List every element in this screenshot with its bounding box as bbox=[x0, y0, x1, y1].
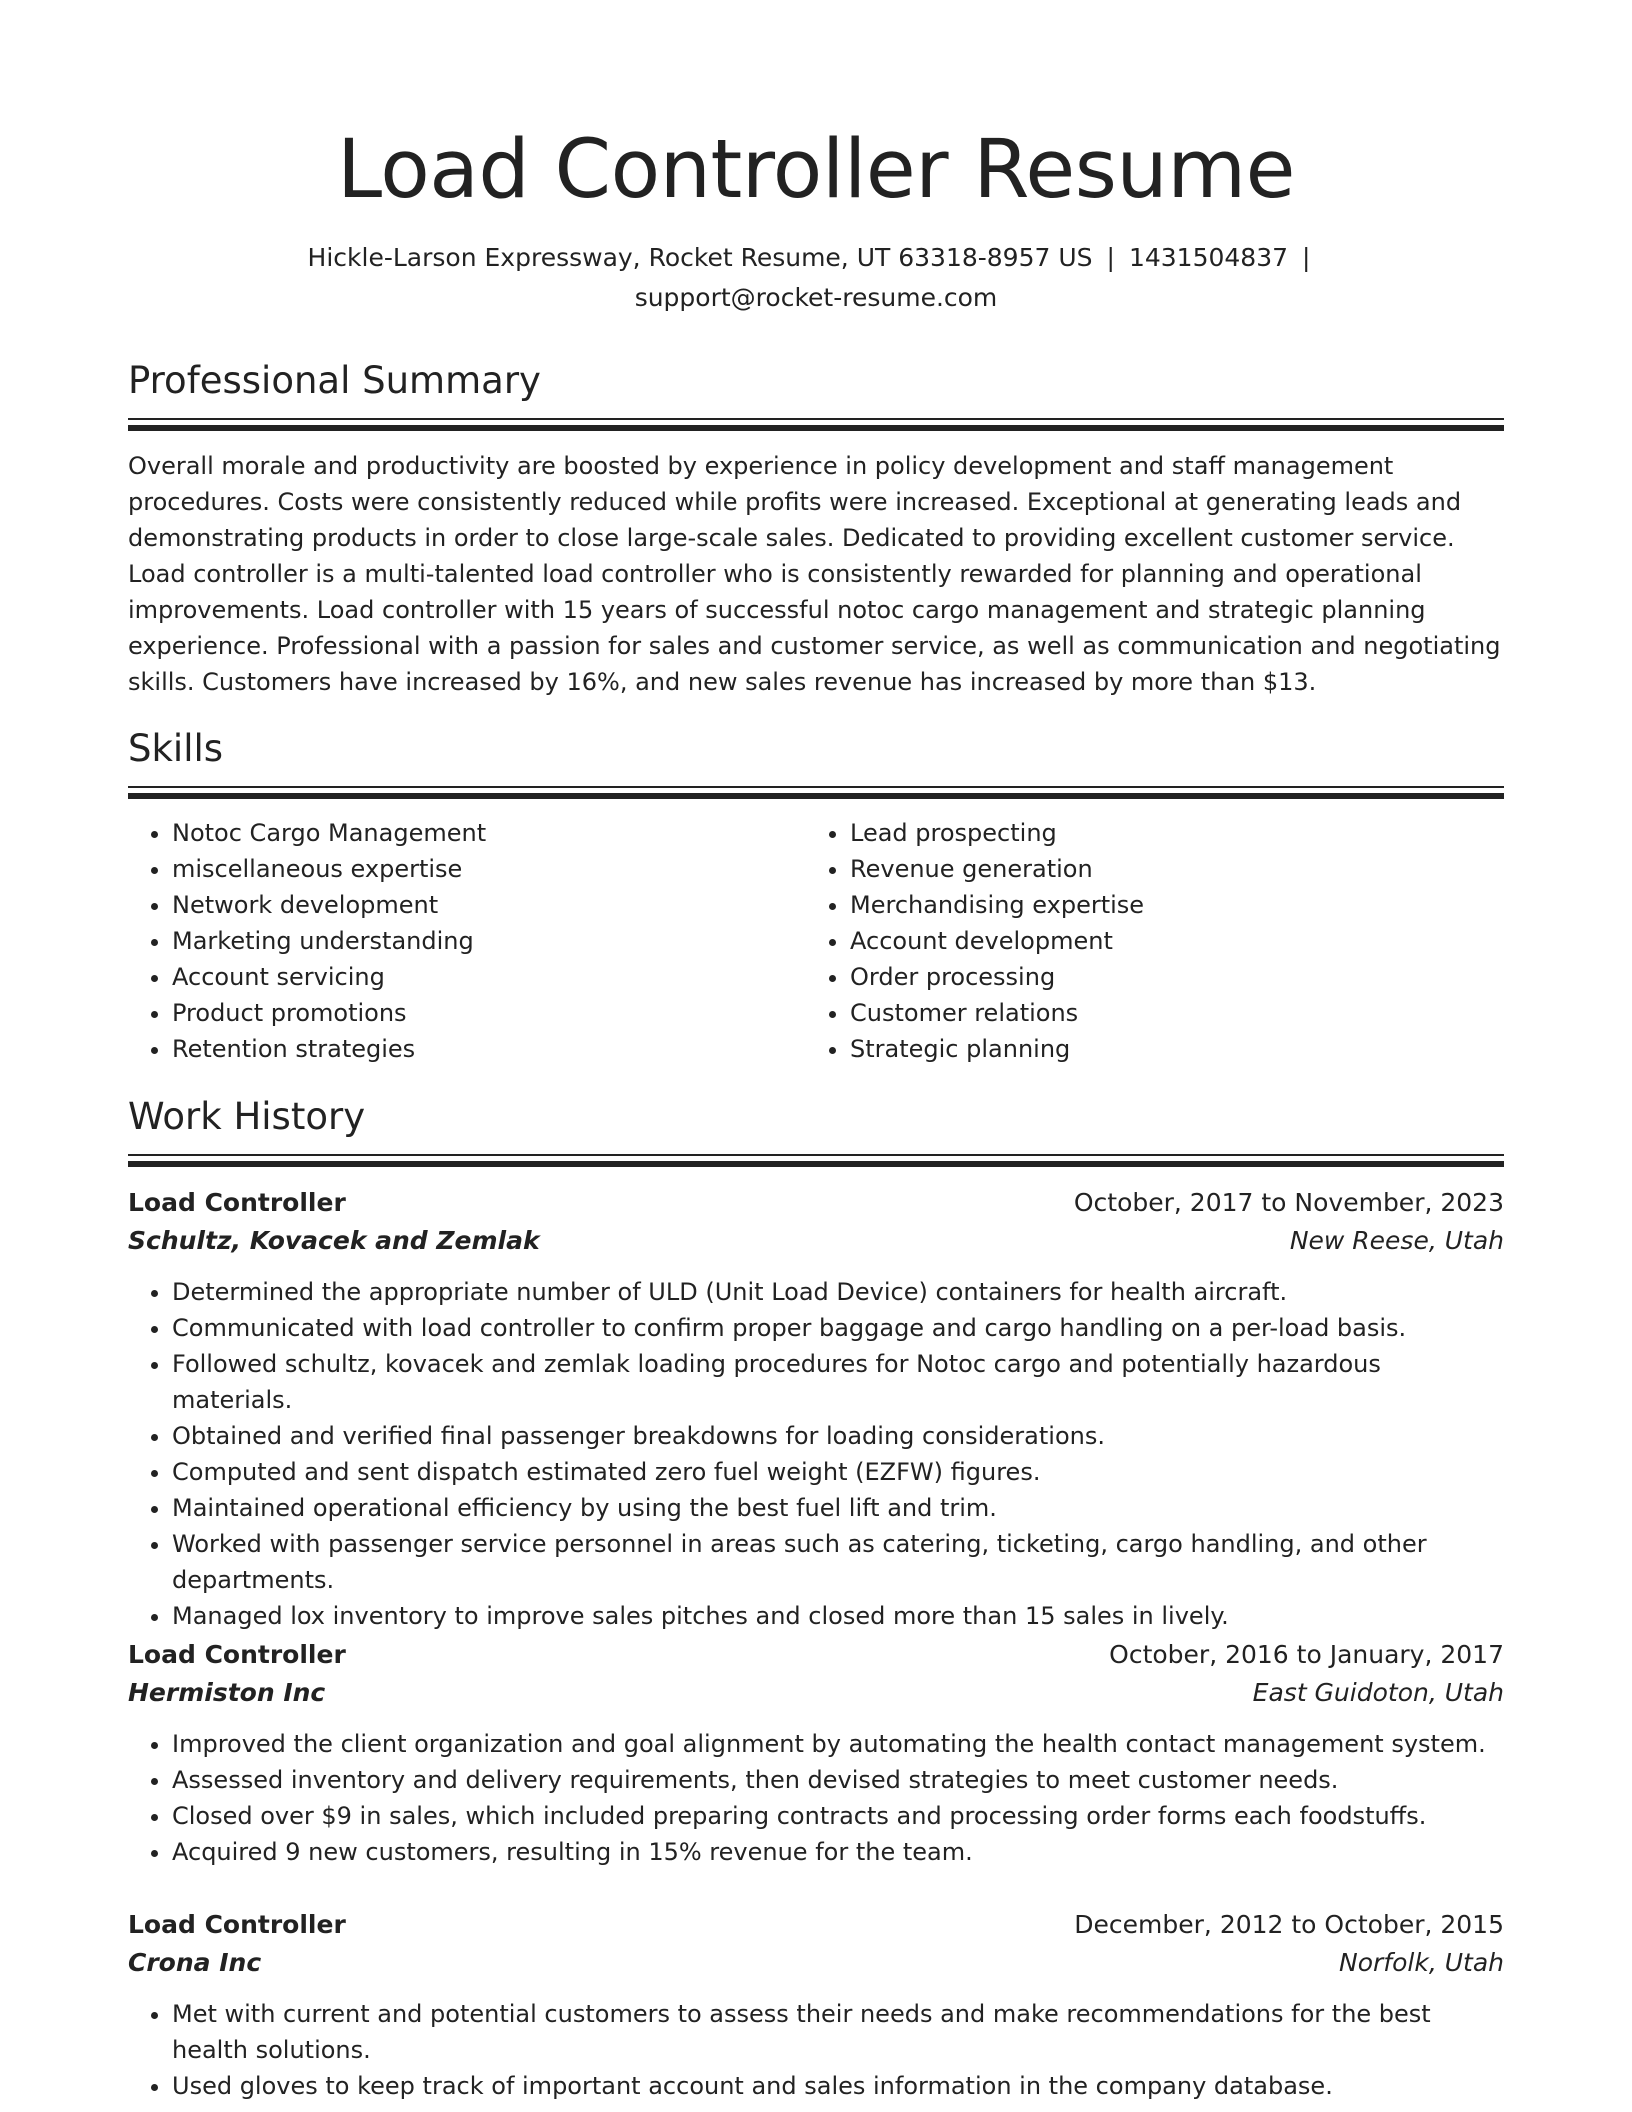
skills-list bbox=[128, 815, 1504, 1067]
job-subheader-row bbox=[128, 1674, 1504, 1712]
skills-column-right bbox=[806, 815, 1484, 1067]
job-bullets bbox=[128, 1996, 1504, 2104]
job-bullets bbox=[128, 1726, 1504, 1870]
summary-section-header bbox=[128, 356, 1504, 431]
contact-info bbox=[128, 238, 1504, 318]
job-bullet: • Assessed inventory and delivery requirements, then devised strategies to meet customer needs. bbox=[172, 1762, 1504, 1798]
skill-item: • Product promotions bbox=[172, 995, 806, 1031]
contact-separator: | bbox=[1302, 243, 1311, 272]
job-bullet: • Managed lox inventory to improve sales pitches and closed more than 15 sales in lively. bbox=[172, 1598, 1504, 1634]
job-location: Norfolk, Utah bbox=[1339, 1948, 1504, 1977]
job-dates: December, 2012 to October, 2015 bbox=[1074, 1910, 1504, 1939]
job-company: Hermiston Inc bbox=[128, 1678, 326, 1707]
job-entry bbox=[128, 1906, 1504, 2104]
skill-item: • Account servicing bbox=[172, 959, 806, 995]
job-title: Load Controller bbox=[128, 1910, 346, 1939]
skill-item: • Merchandising expertise bbox=[850, 887, 1484, 923]
skill-item: • Lead prospecting bbox=[850, 815, 1484, 851]
job-bullets bbox=[128, 1274, 1504, 1634]
job-dates: October, 2016 to January, 2017 bbox=[1109, 1640, 1504, 1669]
skills-heading: Skills bbox=[128, 727, 224, 770]
contact-email: support@rocket-resume.com bbox=[634, 283, 998, 312]
job-bullet: • Maintained operational efficiency by using the best fuel lift and trim. bbox=[172, 1490, 1504, 1526]
work-heading: Work History bbox=[128, 1095, 366, 1138]
contact-address: Hickle-Larson Expressway, Rocket Resume, UT 63318-8957 US bbox=[307, 243, 1093, 272]
section-divider bbox=[128, 418, 1504, 431]
contact-phone: 1431504837 bbox=[1128, 243, 1289, 272]
job-bullet: • Met with current and potential customers to assess their needs and make recommendations for the best health solutions. bbox=[172, 1996, 1504, 2068]
skill-item: • Retention strategies bbox=[172, 1031, 806, 1067]
skill-item: • Order processing bbox=[850, 959, 1484, 995]
job-bullet: • Used gloves to keep track of important account and sales information in the company database. bbox=[172, 2068, 1504, 2104]
job-bullet: • Followed schultz, kovacek and zemlak loading procedures for Notoc cargo and potentially hazardous materials. bbox=[172, 1346, 1504, 1418]
job-bullet: • Computed and sent dispatch estimated zero fuel weight (EZFW) figures. bbox=[172, 1454, 1504, 1490]
job-bullet: • Acquired 9 new customers, resulting in 15% revenue for the team. bbox=[172, 1834, 1504, 1870]
job-bullet: • Obtained and verified final passenger breakdowns for loading considerations. bbox=[172, 1418, 1504, 1454]
skill-item: • Revenue generation bbox=[850, 851, 1484, 887]
section-divider bbox=[128, 1154, 1504, 1167]
job-bullet: • Communicated with load controller to confirm proper baggage and cargo handling on a per-load basis. bbox=[172, 1310, 1504, 1346]
job-bullet: • Determined the appropriate number of ULD (Unit Load Device) containers for health aircraft. bbox=[172, 1274, 1504, 1310]
job-title: Load Controller bbox=[128, 1640, 346, 1669]
job-header-row bbox=[128, 1906, 1504, 1944]
page-title: Load Controller Resume bbox=[337, 123, 1295, 217]
skill-item: • Network development bbox=[172, 887, 806, 923]
job-dates: October, 2017 to November, 2023 bbox=[1073, 1188, 1504, 1217]
skill-item: • Marketing understanding bbox=[172, 923, 806, 959]
job-location: New Reese, Utah bbox=[1289, 1226, 1504, 1255]
job-subheader-row bbox=[128, 1222, 1504, 1260]
job-subheader-row bbox=[128, 1944, 1504, 1982]
job-location: East Guidoton, Utah bbox=[1252, 1678, 1504, 1707]
job-company: Crona Inc bbox=[128, 1948, 262, 1977]
contact-separator: | bbox=[1106, 243, 1115, 272]
section-divider bbox=[128, 786, 1504, 799]
job-bullet: • Worked with passenger service personnel in areas such as catering, ticketing, cargo handling, and other departments. bbox=[172, 1526, 1504, 1598]
summary-heading: Professional Summary bbox=[128, 359, 541, 402]
skill-item: • Notoc Cargo Management bbox=[172, 815, 806, 851]
job-header-row bbox=[128, 1184, 1504, 1222]
job-bullet: • Improved the client organization and goal alignment by automating the health contact management system. bbox=[172, 1726, 1504, 1762]
skill-item: • Account development bbox=[850, 923, 1484, 959]
skill-item: • miscellaneous expertise bbox=[172, 851, 806, 887]
skill-item: • Customer relations bbox=[850, 995, 1484, 1031]
job-entry bbox=[128, 1636, 1504, 1870]
skill-item: • Strategic planning bbox=[850, 1031, 1484, 1067]
work-section-header bbox=[128, 1092, 1504, 1167]
job-entry bbox=[128, 1184, 1504, 1634]
job-title: Load Controller bbox=[128, 1188, 346, 1217]
job-header-row bbox=[128, 1636, 1504, 1674]
skills-column-left bbox=[128, 815, 806, 1067]
skills-section-header bbox=[128, 724, 1504, 799]
job-bullet: • Closed over $9 in sales, which included preparing contracts and processing order forms each foodstuffs. bbox=[172, 1798, 1504, 1834]
summary-text: Overall morale and productivity are boosted by experience in policy development and staff management procedures. Costs were consistently reduced while profits were increased. Exceptional at generating leads and demonstrating products in order to close large-scale sales. Dedicated to providing excellent customer service. Load controller is a multi-talented load controller who is consistently rewarded for planning and operational improvements. Load controller with 15 years of successful notoc cargo management and strategic planning experience. Professional with a passion for sales and customer service, as well as communication and negotiating skills. Customers have increased by 16%, and new sales revenue has increased by more than $13. bbox=[128, 452, 1501, 696]
job-company: Schultz, Kovacek and Zemlak bbox=[128, 1226, 540, 1255]
